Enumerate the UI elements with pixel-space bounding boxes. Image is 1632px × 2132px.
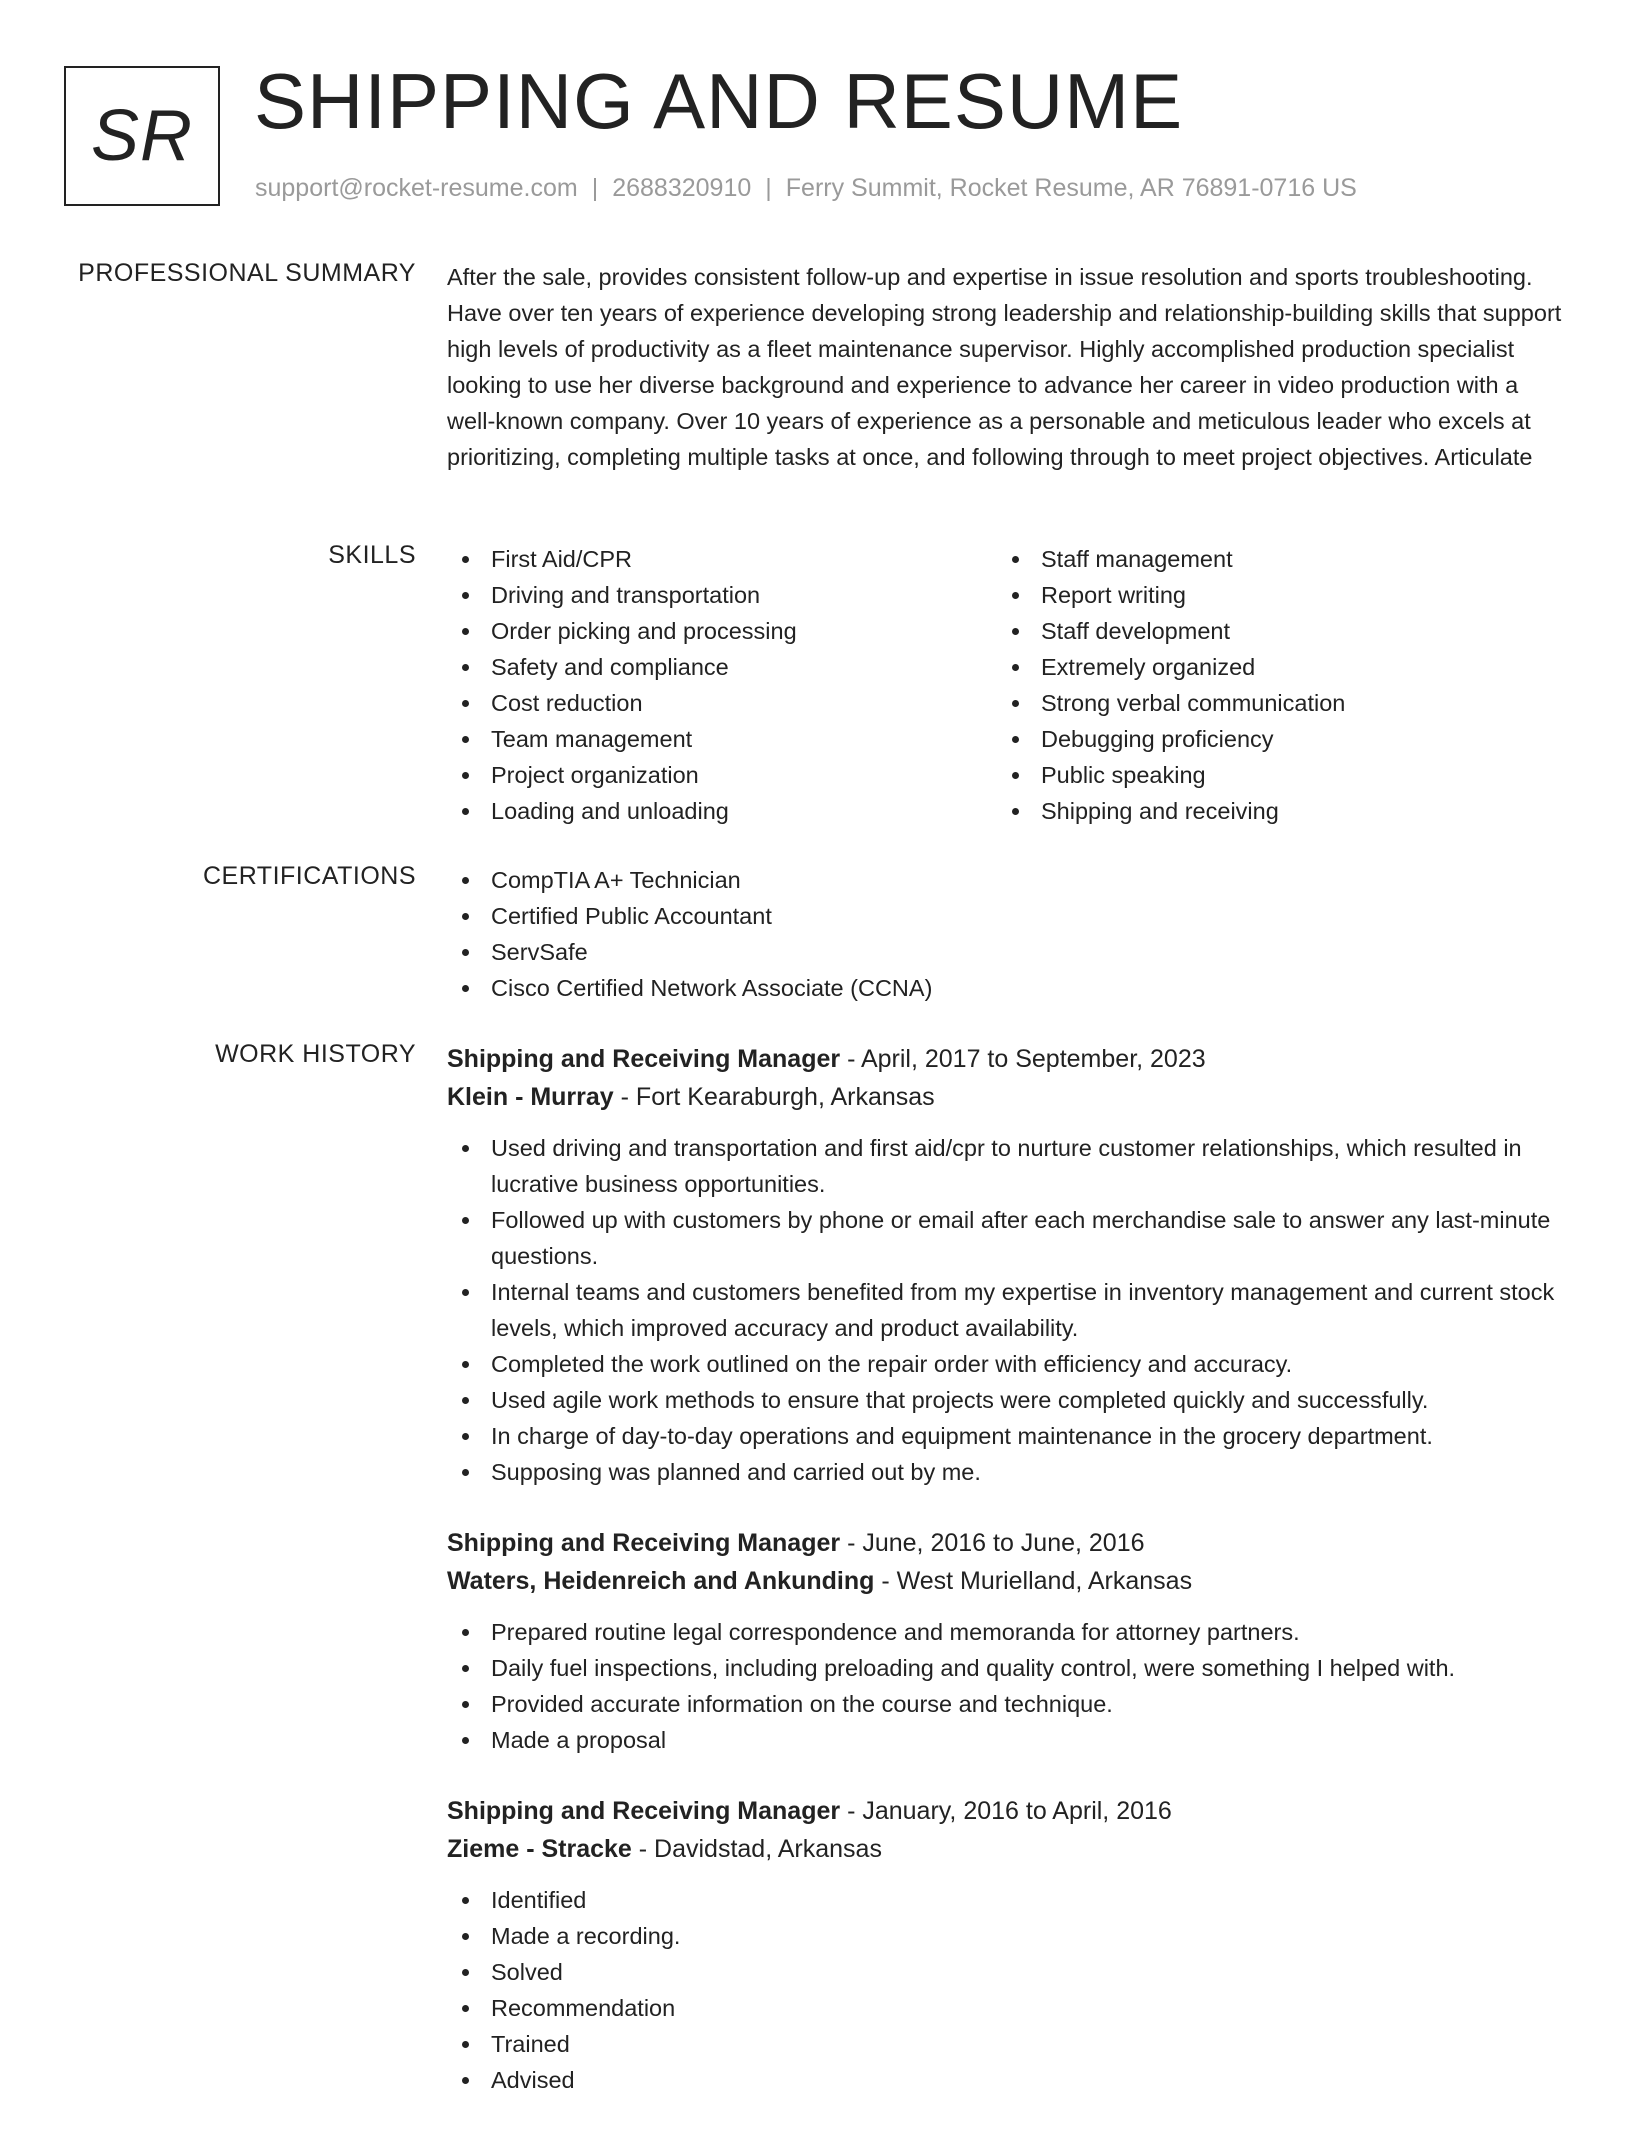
skills-heading: SKILLS [328, 541, 416, 569]
job-title-line [447, 1792, 1567, 1830]
skill-item: Order picking and processing [447, 613, 997, 649]
job-bullet: Completed the work outlined on the repair order with efficiency and accuracy. [447, 1346, 1567, 1382]
contact-phone: 2688320910 [612, 174, 752, 202]
job-bullet: Made a proposal [447, 1722, 1567, 1758]
skill-item: Safety and compliance [447, 649, 997, 685]
skills-list-left [447, 541, 997, 829]
skill-item: Cost reduction [447, 685, 997, 721]
job-company-line [447, 1562, 1567, 1600]
job-dates: - April, 2017 to September, 2023 [840, 1045, 1206, 1073]
job-dates: - January, 2016 to April, 2016 [840, 1797, 1172, 1825]
job-bullet: Trained [447, 2026, 1567, 2062]
skill-item: Extremely organized [997, 649, 1547, 685]
job-company: Zieme - Stracke [447, 1835, 632, 1863]
job-bullet: Identified [447, 1882, 1567, 1918]
contact-address: Ferry Summit, Rocket Resume, AR 76891-0716 US [785, 174, 1357, 202]
skill-item: Shipping and receiving [997, 793, 1547, 829]
job-bullet: Made a recording. [447, 1918, 1567, 1954]
summary-heading: PROFESSIONAL SUMMARY [78, 259, 416, 287]
certification-item: CompTIA A+ Technician [447, 862, 1567, 898]
certification-item: Certified Public Accountant [447, 898, 1567, 934]
job-bullet: Used agile work methods to ensure that projects were completed quickly and successfully. [447, 1382, 1567, 1418]
certification-item: ServSafe [447, 934, 1567, 970]
job-bullet: Followed up with customers by phone or email after each merchandise sale to answer any last-minute questions. [447, 1202, 1567, 1274]
job-entry [447, 1792, 1567, 2098]
contact-separator: | [765, 174, 772, 202]
job-company-line [447, 1830, 1567, 1868]
job-bullets [447, 1882, 1567, 2098]
work-history-heading: WORK HISTORY [215, 1040, 416, 1068]
job-bullet: Advised [447, 2062, 1567, 2098]
skill-item: Staff development [997, 613, 1547, 649]
job-bullet: Prepared routine legal correspondence and memoranda for attorney partners. [447, 1614, 1567, 1650]
contact-line [255, 174, 1357, 203]
summary-text: After the sale, provides consistent follow-up and expertise in issue resolution and sports troubleshooting. Have over ten years of experience developing strong leadership and relationship-building skills that support high levels of productivity as a fleet maintenance supervisor. Highly accomplished production specialist looking to use her diverse background and experience to advance her career in video production with a well-known company. Over 10 years of experience as a personable and meticulous leader who excels at prioritizing, completing multiple tasks at once, and following through to meet project objectives. Articulate [447, 264, 1562, 470]
job-company-line [447, 1078, 1567, 1116]
job-bullet: Daily fuel inspections, including preloading and quality control, were something I helped with. [447, 1650, 1567, 1686]
skill-item: Team management [447, 721, 997, 757]
job-dates: - June, 2016 to June, 2016 [840, 1529, 1145, 1557]
certifications-heading: CERTIFICATIONS [202, 862, 416, 890]
job-bullet: In charge of day-to-day operations and equipment maintenance in the grocery department. [447, 1418, 1567, 1454]
contact-email[interactable]: support@rocket-resume.com [255, 174, 578, 202]
skill-item: Driving and transportation [447, 577, 997, 613]
job-location: - Fort Kearaburgh, Arkansas [613, 1083, 935, 1111]
job-bullet: Provided accurate information on the course and technique. [447, 1686, 1567, 1722]
job-location: - West Murielland, Arkansas [874, 1567, 1193, 1595]
job-title: Shipping and Receiving Manager [447, 1045, 841, 1073]
contact-separator: | [591, 174, 599, 202]
skills-list-right [997, 541, 1547, 829]
certification-item: Cisco Certified Network Associate (CCNA) [447, 970, 1567, 1006]
certifications-list [447, 862, 1567, 1006]
job-title: Shipping and Receiving Manager [447, 1529, 841, 1557]
monogram: SR [64, 66, 220, 206]
job-bullet: Supposing was planned and carried out by me. [447, 1454, 1567, 1490]
job-bullet: Used driving and transportation and first aid/cpr to nurture customer relationships, which resulted in lucrative business opportunities. [447, 1130, 1567, 1202]
skill-item: Strong verbal communication [997, 685, 1547, 721]
skill-item: Project organization [447, 757, 997, 793]
job-bullet: Recommendation [447, 1990, 1567, 2026]
job-company: Klein - Murray [447, 1083, 614, 1111]
job-bullet: Solved [447, 1954, 1567, 1990]
job-title: Shipping and Receiving Manager [447, 1797, 841, 1825]
job-entry [447, 1040, 1567, 1490]
job-bullets [447, 1130, 1567, 1490]
job-location: - Davidstad, Arkansas [631, 1835, 882, 1863]
skill-item: Staff management [997, 541, 1547, 577]
job-title-line [447, 1040, 1567, 1078]
job-entry [447, 1524, 1567, 1758]
skill-item: First Aid/CPR [447, 541, 997, 577]
skill-item: Debugging proficiency [997, 721, 1547, 757]
job-company: Waters, Heidenreich and Ankunding [447, 1567, 875, 1595]
skill-item: Report writing [997, 577, 1547, 613]
skill-item: Public speaking [997, 757, 1547, 793]
candidate-name: SHIPPING AND RESUME [254, 57, 1184, 145]
skill-item: Loading and unloading [447, 793, 997, 829]
job-bullet: Internal teams and customers benefited from my expertise in inventory management and current stock levels, which improved accuracy and product availability. [447, 1274, 1567, 1346]
job-title-line [447, 1524, 1567, 1562]
job-bullets [447, 1614, 1567, 1758]
